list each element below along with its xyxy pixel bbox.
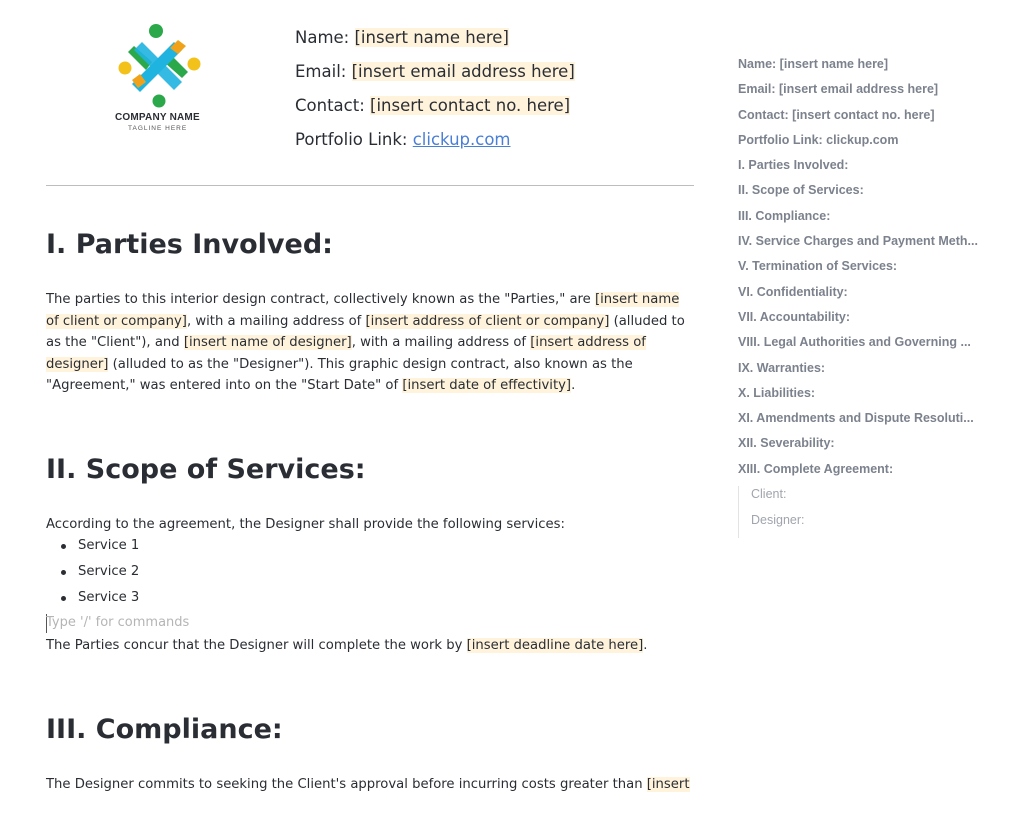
parties-text-5: (alluded to as the "Designer"). This graphic design contract, also known as the "Agreement," was entered into on the "Start Date" of	[46, 356, 633, 393]
toc-item[interactable]: Email: [insert email address here]	[738, 82, 939, 97]
toc-item[interactable]: Portfolio Link: clickup.com	[738, 132, 899, 147]
email-value[interactable]: [insert email address here]	[351, 62, 575, 81]
command-placeholder[interactable]: Type '/' for commands	[46, 615, 190, 630]
placeholder-client-address[interactable]: [insert address of client or company]	[365, 313, 610, 329]
contact-phone-line	[295, 89, 575, 123]
scope-text-2: .	[643, 638, 648, 653]
toc-item[interactable]: Contact: [insert contact no. here]	[738, 107, 935, 122]
toc-item[interactable]: V. Termination of Services:	[738, 259, 898, 274]
toc-item[interactable]: VII. Accountability:	[738, 309, 851, 324]
placeholder-client-name[interactable]: [insert name of client or company]	[46, 292, 680, 329]
contact-portfolio-line	[295, 123, 575, 157]
toc-subitem-client[interactable]: Client:	[751, 487, 787, 502]
toc-item[interactable]: XII. Severability:	[738, 436, 835, 451]
contact-email-line	[295, 55, 575, 89]
list-item[interactable]: Service 2	[46, 562, 139, 588]
list-item[interactable]: Service 1	[46, 536, 139, 562]
parties-text-2: , with a mailing address of	[186, 313, 366, 329]
company-logo-icon	[112, 22, 204, 110]
placeholder-effectivity-date[interactable]: [insert date of effectivity]	[402, 378, 572, 393]
scope-text-1: The Parties concur that the Designer will complete the work by	[46, 638, 467, 653]
header-divider	[46, 185, 694, 186]
toc-item[interactable]: VIII. Legal Authorities and Governing ...	[738, 335, 971, 350]
placeholder-deadline-date[interactable]: [insert deadline date here]	[466, 638, 644, 653]
name-value[interactable]: [insert name here]	[354, 28, 509, 47]
phone-label: Contact:	[295, 96, 365, 115]
toc-item[interactable]: VI. Confidentiality:	[738, 284, 848, 299]
toc-item[interactable]: IX. Warranties:	[738, 360, 826, 375]
toc-item[interactable]: XI. Amendments and Dispute Resoluti...	[738, 411, 974, 426]
toc-item[interactable]: III. Compliance:	[738, 208, 831, 223]
compliance-text-1: The Designer commits to seeking the Client's approval before incurring costs greater than	[46, 777, 647, 792]
parties-text-3: (alluded to as the "Client"), and	[46, 313, 685, 350]
placeholder-designer-name[interactable]: [insert name of designer]	[183, 335, 352, 350]
company-tagline: TAGLINE HERE	[128, 125, 188, 132]
section-heading-compliance: III. Compliance:	[46, 714, 283, 745]
portfolio-link[interactable]: clickup.com	[412, 130, 511, 149]
section-heading-scope: II. Scope of Services:	[46, 454, 366, 485]
contact-name-line	[295, 21, 575, 55]
toc-item[interactable]: Name: [insert name here]	[738, 57, 889, 71]
portfolio-label: Portfolio Link:	[295, 130, 408, 149]
toc-item[interactable]: X. Liabilities:	[738, 385, 816, 400]
placeholder-designer-address[interactable]: [insert address of designer]	[46, 335, 646, 372]
parties-paragraph[interactable]	[46, 289, 696, 397]
compliance-paragraph[interactable]	[46, 774, 696, 796]
toc-item[interactable]: II. Scope of Services:	[738, 183, 864, 198]
parties-text-1: The parties to this interior design contract, collectively known as the "Parties," are	[46, 292, 595, 307]
toc-item[interactable]: IV. Service Charges and Payment Meth...	[738, 234, 978, 249]
list-item[interactable]: Service 3	[46, 588, 139, 614]
parties-text-4: , with a mailing address of	[351, 335, 531, 350]
email-label: Email:	[295, 62, 347, 81]
toc-item[interactable]: XIII. Complete Agreement:	[738, 461, 894, 476]
company-name: COMPANY NAME	[115, 112, 200, 123]
toc-item[interactable]: I. Parties Involved:	[738, 158, 849, 173]
parties-text-6: .	[571, 378, 576, 393]
toc-subitems	[738, 486, 978, 538]
phone-value[interactable]: [insert contact no. here]	[370, 96, 571, 115]
placeholder-cost-limit[interactable]: [insert	[646, 777, 690, 792]
scope-intro[interactable]: According to the agreement, the Designer shall provide the following services:	[46, 517, 565, 532]
company-logo	[112, 22, 208, 110]
services-list	[46, 536, 139, 614]
contact-block	[295, 21, 575, 157]
table-of-contents	[738, 56, 978, 538]
toc-subitem-designer[interactable]: Designer:	[751, 513, 805, 528]
name-label: Name:	[295, 28, 350, 47]
scope-deadline-paragraph[interactable]	[46, 635, 696, 657]
section-heading-parties: I. Parties Involved:	[46, 229, 333, 260]
